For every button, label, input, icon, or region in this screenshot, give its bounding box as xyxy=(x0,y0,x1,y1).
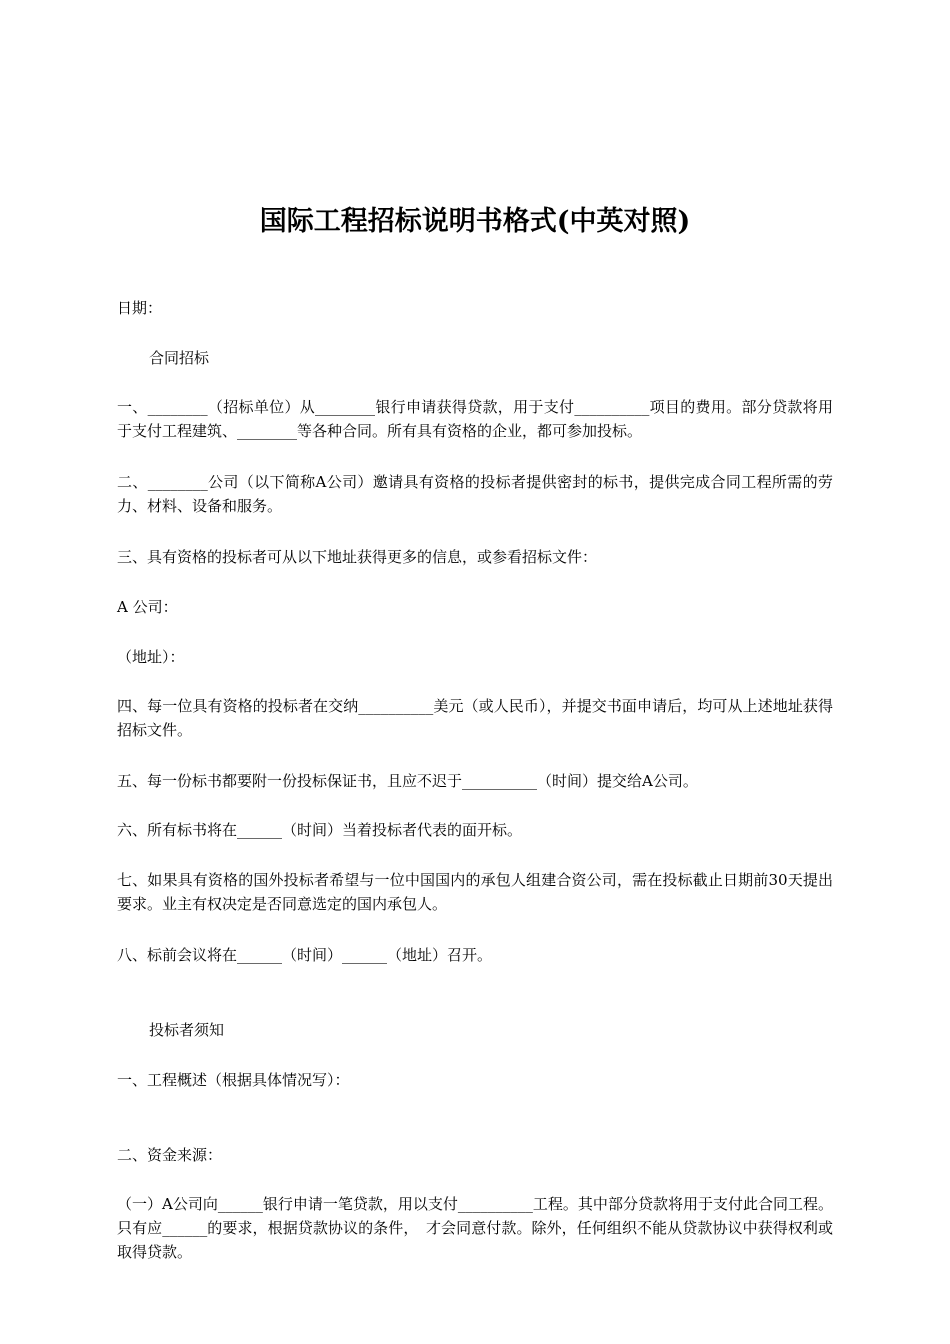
paragraph-2: 二、________公司（以下简称A公司）邀请具有资格的投标者提供密封的标书，提供完成合同工程所需的劳力、材料、设备和服务。 xyxy=(117,473,833,515)
company-label: A 公司： xyxy=(117,598,178,616)
paragraph-4: 四、每一位具有资格的投标者在交纳__________美元（或人民币），并提交书面申请后，均可从上述地址获得招标文件。 xyxy=(117,697,833,739)
paragraph-6: 六、所有标书将在______（时间）当着投标者代表的面开标。 xyxy=(117,821,523,839)
instruction-item-1: 一、工程概述（根据具体情况写）： xyxy=(117,1071,350,1089)
date-label: 日期： xyxy=(117,299,163,317)
paragraph-1: 一、________（招标单位）从________银行申请获得贷款，用于支付__________项目的费用。部分贷款将用于支付工程建筑、________等各种合同。所有具有资格的企业，都可参加投标。 xyxy=(117,398,833,440)
section-heading-contract-tender: 合同招标 xyxy=(149,349,210,367)
document-title: 国际工程招标说明书格式(中英对照) xyxy=(259,206,691,237)
instruction-item-2-sub-1: （一）A公司向______银行申请一笔贷款，用以支付__________工程。其中部分贷款将用于支付此合同工程。只有应______的要求，根据贷款协议的条件， 才会同意付款。除外，任何组织不能从贷款协议中获得权利或取得贷款。 xyxy=(117,1195,833,1261)
paragraph-7: 七、如果具有资格的国外投标者希望与一位中国国内的承包人组建合资公司，需在投标截止日期前30天提出要求。业主有权决定是否同意选定的国内承包人。 xyxy=(117,871,833,913)
paragraph-5: 五、每一份标书都要附一份投标保证书，且应不迟于__________（时间）提交给A公司。 xyxy=(117,772,698,790)
instruction-item-2: 二、资金来源： xyxy=(117,1146,223,1164)
address-label: （地址）： xyxy=(117,648,185,666)
section-heading-bidder-instructions: 投标者须知 xyxy=(149,1021,225,1039)
paragraph-8: 八、标前会议将在______（时间）______（地址）召开。 xyxy=(117,946,493,964)
paragraph-3: 三、具有资格的投标者可从以下地址获得更多的信息，或参看招标文件： xyxy=(117,548,598,566)
